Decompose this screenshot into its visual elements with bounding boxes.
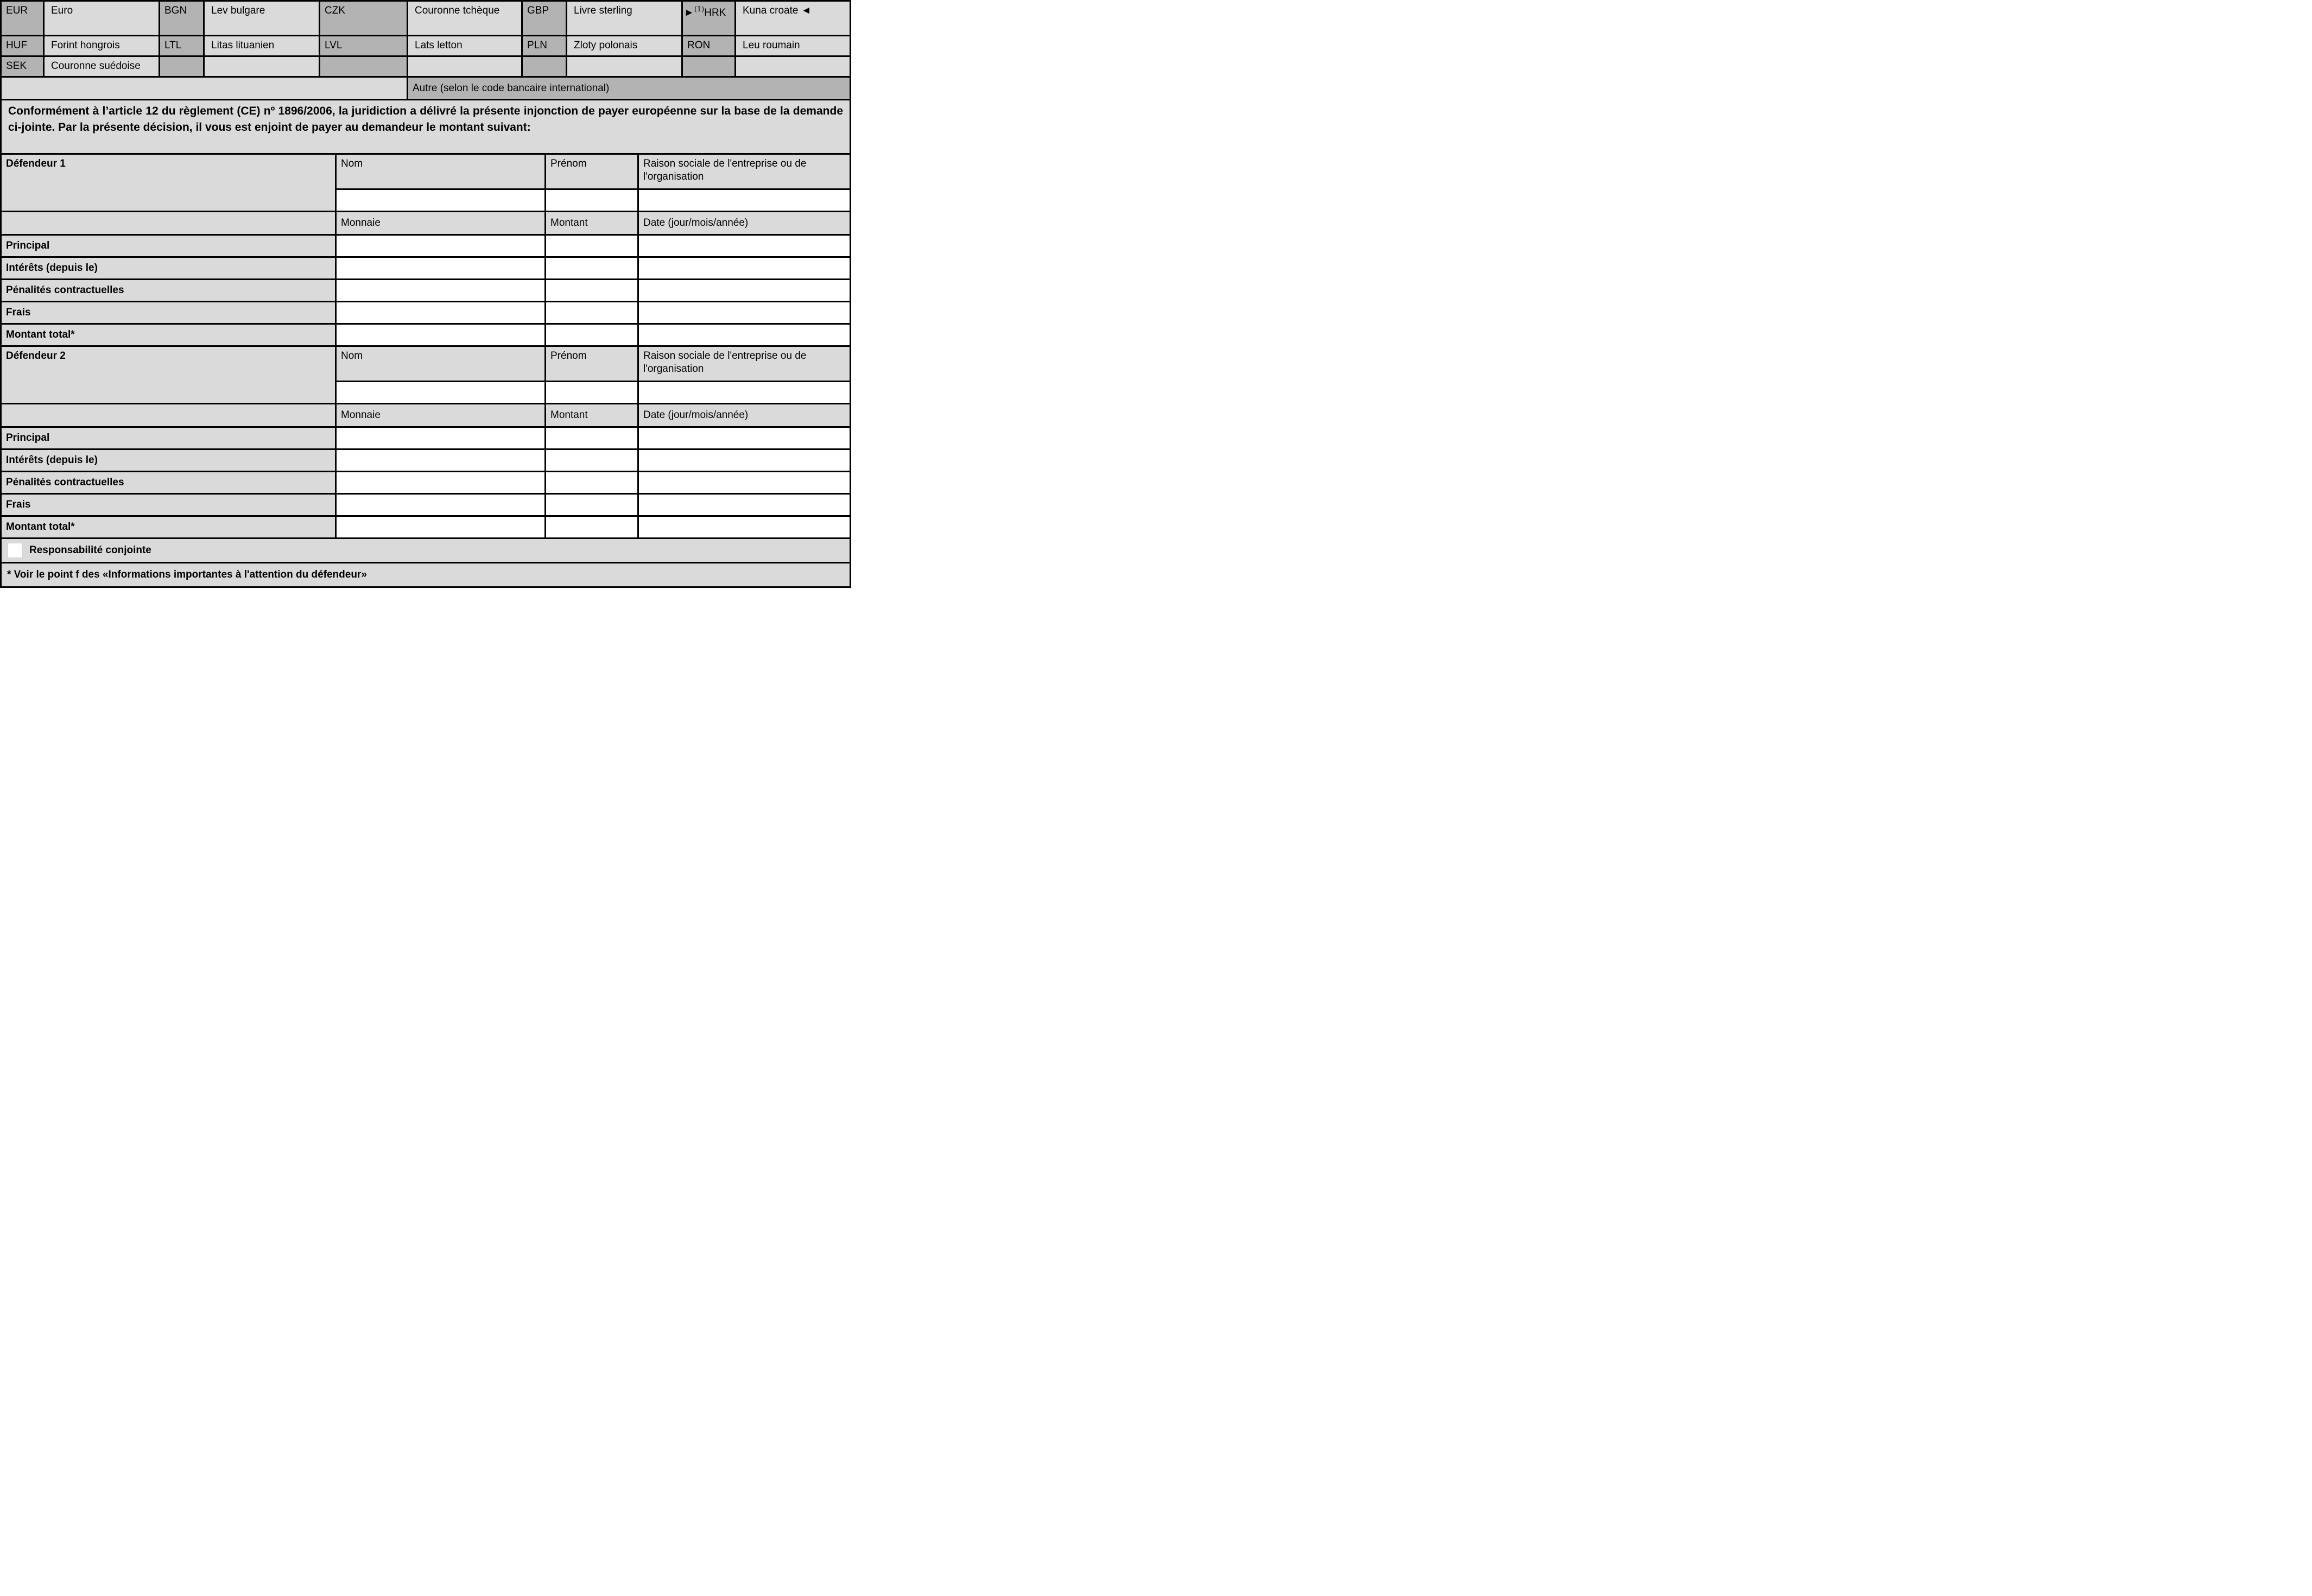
defendant-1-row-frais — [2, 302, 850, 323]
currency-code-cell-lvl: LVL — [320, 36, 407, 55]
footnote-row — [2, 563, 850, 586]
defendant-1-total-date-input[interactable] — [639, 325, 850, 345]
defendant-2-col-monnaie: Monnaie — [337, 404, 544, 426]
amendment-close-marker-icon: ◄ — [801, 5, 812, 16]
joint-liability-label: Responsabilité conjointe — [29, 544, 151, 556]
row-label-penalites: Pénalités contractuelles — [2, 280, 335, 301]
defendant-2-col-nom: Nom — [337, 347, 544, 381]
currency-name-cell-livre-sterling: Livre sterling — [567, 2, 681, 35]
currency-code-cell-empty-2 — [320, 57, 407, 76]
defendant-1-interets-montant-input[interactable] — [546, 258, 637, 278]
currency-name-cell-zloty-polonais: Zloty polonais — [567, 36, 681, 55]
defendant-2-header — [2, 347, 850, 403]
defendant-1-penalites-monnaie-input[interactable] — [337, 280, 544, 301]
currency-name-cell-couronne-suedoise: Couronne suédoise — [45, 57, 159, 76]
defendant-2-amount-header-empty — [2, 404, 335, 426]
defendant-2-total-montant-input[interactable] — [546, 517, 637, 537]
defendant-2-interets-monnaie-input[interactable] — [337, 450, 544, 471]
defendant-2-raison-input[interactable] — [639, 382, 850, 403]
defendant-2-row-principal — [2, 428, 850, 448]
defendant-1-total-monnaie-input[interactable] — [337, 325, 544, 345]
defendant-2-row-frais — [2, 495, 850, 515]
currency-code-cell-empty-1 — [160, 57, 203, 76]
defendant-1-col-nom: Nom — [337, 155, 544, 188]
currency-name-cell-forint-hongrois: Forint hongrois — [45, 36, 159, 55]
defendant-1-interets-date-input[interactable] — [639, 258, 850, 278]
defendant-1-interets-monnaie-input[interactable] — [337, 258, 544, 278]
defendant-1-header — [2, 155, 850, 211]
currency-table — [2, 2, 850, 76]
defendant-2-frais-montant-input[interactable] — [546, 495, 637, 515]
defendant-1-amount-header-empty — [2, 212, 335, 234]
kuna-croate-text: Kuna croate — [743, 5, 799, 16]
defendant-1-row-montant-total — [2, 325, 850, 345]
footnote-reference: (1) — [694, 5, 705, 14]
defendant-2-principal-monnaie-input[interactable] — [337, 428, 544, 448]
row-label-interets: Intérêts (depuis le) — [2, 258, 335, 278]
defendant-2-penalites-montant-input[interactable] — [546, 472, 637, 493]
currency-code-cell-pln: PLN — [523, 36, 566, 55]
defendant-1-col-date: Date (jour/mois/année) — [639, 212, 850, 234]
defendant-2-col-raison: Raison sociale de l'entreprise ou de l'organisation — [639, 347, 850, 381]
currency-name-cell-empty-3 — [567, 57, 681, 76]
currency-code-cell-gbp: GBP — [523, 2, 566, 35]
joint-liability-checkbox[interactable] — [8, 543, 23, 558]
defendant-1-prenom-input[interactable] — [546, 190, 637, 211]
defendant-1-frais-monnaie-input[interactable] — [337, 302, 544, 323]
defendant-1-frais-montant-input[interactable] — [546, 302, 637, 323]
defendant-1-nom-input[interactable] — [337, 190, 544, 211]
currency-name-cell-euro: Euro — [45, 2, 159, 35]
defendant-1-col-monnaie: Monnaie — [337, 212, 544, 234]
currency-code-cell-empty-3 — [523, 57, 566, 76]
defendant-1-row-principal — [2, 236, 850, 256]
defendant-2-col-date: Date (jour/mois/année) — [639, 404, 850, 426]
intro-paragraph: Conformément à l’article 12 du règlement (CE) nº 1896/2006, la juridiction a délivré la présente injonction de payer européenne sur la base de la demande ci-jointe. Par la présente décision, il vous est enjoint de payer au demandeur le montant suivant: — [2, 100, 850, 153]
defendant-1-title: Défendeur 1 — [2, 155, 335, 211]
defendant-2-row-interets — [2, 450, 850, 471]
defendant-1-principal-montant-input[interactable] — [546, 236, 637, 256]
defendant-2-frais-monnaie-input[interactable] — [337, 495, 544, 515]
currency-name-cell-empty-1 — [205, 57, 319, 76]
defendant-1-raison-input[interactable] — [639, 190, 850, 211]
defendant-1-row-penalites — [2, 280, 850, 301]
defendant-2-nom-input[interactable] — [337, 382, 544, 403]
amendment-open-marker-icon: ► — [684, 7, 694, 18]
currency-name-cell-empty-2 — [408, 57, 521, 76]
currency-code-cell-empty-4 — [683, 57, 734, 76]
defendant-1-penalites-date-input[interactable] — [639, 280, 850, 301]
defendant-2-total-monnaie-input[interactable] — [337, 517, 544, 537]
currency-name-cell-leu-roumain: Leu roumain — [736, 36, 850, 55]
row-label-penalites: Pénalités contractuelles — [2, 472, 335, 493]
currency-name-cell-lats-letton: Lats letton — [408, 36, 521, 55]
defendant-1-principal-monnaie-input[interactable] — [337, 236, 544, 256]
currency-code-cell-bgn: BGN — [160, 2, 203, 35]
row-label-frais: Frais — [2, 495, 335, 515]
row-label-principal: Principal — [2, 428, 335, 448]
defendant-1-col-montant: Montant — [546, 212, 637, 234]
footnote-text: * Voir le point f des «Informations importantes à l'attention du défendeur» — [7, 569, 367, 580]
currency-code-cell-eur: EUR — [2, 2, 43, 35]
other-currency-label: Autre (selon le code bancaire international) — [408, 78, 850, 99]
defendant-1-penalites-montant-input[interactable] — [546, 280, 637, 301]
joint-liability-row — [2, 539, 850, 562]
defendant-2-col-prenom: Prénom — [546, 347, 637, 381]
defendant-1-col-raison: Raison sociale de l'entreprise ou de l'organisation — [639, 155, 850, 188]
defendant-1-total-montant-input[interactable] — [546, 325, 637, 345]
defendant-2-row-montant-total — [2, 517, 850, 537]
currency-code-cell-ron: RON — [683, 36, 734, 55]
defendant-2-amount-header — [2, 404, 850, 426]
defendant-1-principal-date-input[interactable] — [639, 236, 850, 256]
currency-code-cell-hrk — [683, 2, 734, 35]
defendant-2-prenom-input[interactable] — [546, 382, 637, 403]
defendant-2-total-date-input[interactable] — [639, 517, 850, 537]
row-label-montant-total: Montant total* — [2, 517, 335, 537]
defendant-2-row-penalites — [2, 472, 850, 493]
defendant-2-frais-date-input[interactable] — [639, 495, 850, 515]
defendant-2-title: Défendeur 2 — [2, 347, 335, 403]
row-label-montant-total: Montant total* — [2, 325, 335, 345]
currency-name-cell-empty-4 — [736, 57, 850, 76]
currency-name-cell-couronne-tcheque: Couronne tchèque — [408, 2, 521, 35]
row-label-frais: Frais — [2, 302, 335, 323]
defendant-1-amount-header — [2, 212, 850, 234]
defendant-2-principal-date-input[interactable] — [639, 428, 850, 448]
payment-order-form — [0, 0, 851, 588]
currency-name-cell-kuna-croate — [736, 2, 850, 35]
hrk-code-text: HRK — [704, 7, 726, 18]
defendant-2-interets-montant-input[interactable] — [546, 450, 637, 471]
currency-name-cell-litas-lituanien: Litas lituanien — [205, 36, 319, 55]
currency-code-cell-sek: SEK — [2, 57, 43, 76]
defendant-2-penalites-monnaie-input[interactable] — [337, 472, 544, 493]
currency-code-cell-czk: CZK — [320, 2, 407, 35]
defendant-2-penalites-date-input[interactable] — [639, 472, 850, 493]
row-label-principal: Principal — [2, 236, 335, 256]
other-currency-empty-cell — [2, 78, 407, 99]
defendant-1-row-interets — [2, 258, 850, 278]
defendant-1-col-prenom: Prénom — [546, 155, 637, 188]
currency-code-cell-ltl: LTL — [160, 36, 203, 55]
other-currency-row — [2, 78, 850, 99]
defendant-2-interets-date-input[interactable] — [639, 450, 850, 471]
defendant-1-frais-date-input[interactable] — [639, 302, 850, 323]
defendant-2-col-montant: Montant — [546, 404, 637, 426]
currency-name-cell-lev-bulgare: Lev bulgare — [205, 2, 319, 35]
currency-code-cell-huf: HUF — [2, 36, 43, 55]
row-label-interets: Intérêts (depuis le) — [2, 450, 335, 471]
defendant-2-principal-montant-input[interactable] — [546, 428, 637, 448]
